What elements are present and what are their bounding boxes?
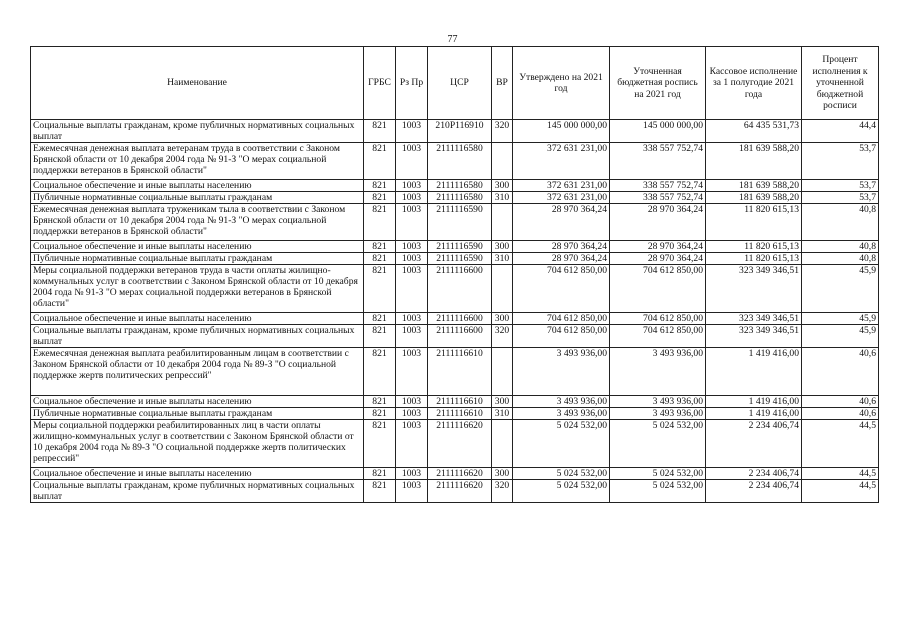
cell-cash: 1 419 416,00 bbox=[706, 348, 802, 396]
cell-grbs: 821 bbox=[364, 420, 396, 468]
cell-refined: 704 612 850,00 bbox=[610, 313, 706, 325]
table-row bbox=[31, 468, 879, 480]
cell-name: Социальные выплаты гражданам, кроме публичных нормативных социальных выплат bbox=[31, 120, 364, 143]
table-row bbox=[31, 480, 879, 503]
cell-grbs: 821 bbox=[364, 348, 396, 396]
cell-name: Социальное обеспечение и иные выплаты населению bbox=[31, 241, 364, 253]
table-row bbox=[31, 180, 879, 192]
cell-approved: 3 493 936,00 bbox=[513, 396, 610, 408]
cell-csr: 2111116590 bbox=[428, 253, 492, 265]
cell-rzpr: 1003 bbox=[396, 468, 428, 480]
cell-vr bbox=[492, 265, 513, 313]
cell-csr: 2111116600 bbox=[428, 325, 492, 348]
header-approved: Утверждено на 2021 год bbox=[513, 47, 610, 120]
cell-cash: 323 349 346,51 bbox=[706, 313, 802, 325]
cell-csr: 2111116580 bbox=[428, 143, 492, 180]
cell-refined: 704 612 850,00 bbox=[610, 325, 706, 348]
cell-rzpr: 1003 bbox=[396, 420, 428, 468]
cell-approved: 28 970 364,24 bbox=[513, 253, 610, 265]
cell-grbs: 821 bbox=[364, 313, 396, 325]
cell-percent: 53,7 bbox=[802, 180, 879, 192]
cell-approved: 5 024 532,00 bbox=[513, 468, 610, 480]
cell-refined: 704 612 850,00 bbox=[610, 265, 706, 313]
cell-approved: 372 631 231,00 bbox=[513, 180, 610, 192]
header-grbs: ГРБС bbox=[364, 47, 396, 120]
cell-cash: 323 349 346,51 bbox=[706, 265, 802, 313]
cell-vr: 310 bbox=[492, 253, 513, 265]
table-row bbox=[31, 192, 879, 204]
cell-rzpr: 1003 bbox=[396, 396, 428, 408]
cell-csr: 2111116580 bbox=[428, 180, 492, 192]
cell-percent: 40,8 bbox=[802, 253, 879, 265]
cell-refined: 3 493 936,00 bbox=[610, 396, 706, 408]
table-row bbox=[31, 241, 879, 253]
cell-name: Публичные нормативные социальные выплаты гражданам bbox=[31, 192, 364, 204]
table-row bbox=[31, 325, 879, 348]
cell-approved: 145 000 000,00 bbox=[513, 120, 610, 143]
cell-rzpr: 1003 bbox=[396, 348, 428, 396]
cell-csr: 2111116600 bbox=[428, 265, 492, 313]
cell-approved: 372 631 231,00 bbox=[513, 192, 610, 204]
cell-grbs: 821 bbox=[364, 192, 396, 204]
cell-approved: 5 024 532,00 bbox=[513, 480, 610, 503]
cell-grbs: 821 bbox=[364, 241, 396, 253]
cell-percent: 40,8 bbox=[802, 241, 879, 253]
cell-percent: 44,5 bbox=[802, 468, 879, 480]
header-name: Наименование bbox=[31, 47, 364, 120]
cell-csr: 2111116620 bbox=[428, 480, 492, 503]
cell-refined: 28 970 364,24 bbox=[610, 253, 706, 265]
cell-name: Социальные выплаты гражданам, кроме публичных нормативных социальных выплат bbox=[31, 325, 364, 348]
cell-percent: 44,5 bbox=[802, 420, 879, 468]
cell-csr: 2111116620 bbox=[428, 468, 492, 480]
cell-vr: 300 bbox=[492, 180, 513, 192]
cell-grbs: 821 bbox=[364, 480, 396, 503]
header-refined: Уточненная бюджетная роспись на 2021 год bbox=[610, 47, 706, 120]
cell-approved: 28 970 364,24 bbox=[513, 241, 610, 253]
cell-csr: 2111116590 bbox=[428, 241, 492, 253]
header-csr: ЦСР bbox=[428, 47, 492, 120]
cell-approved: 28 970 364,24 bbox=[513, 204, 610, 241]
cell-name: Социальное обеспечение и иные выплаты населению bbox=[31, 468, 364, 480]
cell-percent: 40,6 bbox=[802, 396, 879, 408]
cell-grbs: 821 bbox=[364, 396, 396, 408]
cell-refined: 28 970 364,24 bbox=[610, 241, 706, 253]
cell-approved: 704 612 850,00 bbox=[513, 325, 610, 348]
cell-vr: 300 bbox=[492, 396, 513, 408]
table-row bbox=[31, 253, 879, 265]
cell-cash: 64 435 531,73 bbox=[706, 120, 802, 143]
cell-approved: 704 612 850,00 bbox=[513, 265, 610, 313]
cell-name: Публичные нормативные социальные выплаты гражданам bbox=[31, 253, 364, 265]
cell-percent: 45,9 bbox=[802, 313, 879, 325]
cell-cash: 11 820 615,13 bbox=[706, 204, 802, 241]
cell-refined: 5 024 532,00 bbox=[610, 468, 706, 480]
cell-refined: 5 024 532,00 bbox=[610, 480, 706, 503]
cell-percent: 53,7 bbox=[802, 192, 879, 204]
cell-percent: 40,6 bbox=[802, 408, 879, 420]
cell-percent: 44,5 bbox=[802, 480, 879, 503]
cell-refined: 338 557 752,74 bbox=[610, 192, 706, 204]
cell-csr: 2111116590 bbox=[428, 204, 492, 241]
page-number: 77 bbox=[447, 34, 458, 45]
cell-rzpr: 1003 bbox=[396, 204, 428, 241]
cell-refined: 3 493 936,00 bbox=[610, 348, 706, 396]
header-rzpr: Рз Пр bbox=[396, 47, 428, 120]
table-row bbox=[31, 265, 879, 313]
cell-name: Меры социальной поддержки ветеранов труда в части оплаты жилищно-коммунальных услуг в соответствии с Законом Брянской области от 10 декабря 2004 года № 91-З "О мерах социальной поддержки ветеранов в Брянской области" bbox=[31, 265, 364, 313]
cell-cash: 2 234 406,74 bbox=[706, 480, 802, 503]
cell-percent: 53,7 bbox=[802, 143, 879, 180]
cell-percent: 45,9 bbox=[802, 265, 879, 313]
cell-rzpr: 1003 bbox=[396, 265, 428, 313]
cell-percent: 40,8 bbox=[802, 204, 879, 241]
table-row bbox=[31, 408, 879, 420]
cell-name: Публичные нормативные социальные выплаты гражданам bbox=[31, 408, 364, 420]
table-row bbox=[31, 396, 879, 408]
cell-csr: 210P116910 bbox=[428, 120, 492, 143]
cell-vr: 300 bbox=[492, 468, 513, 480]
cell-rzpr: 1003 bbox=[396, 241, 428, 253]
cell-rzpr: 1003 bbox=[396, 480, 428, 503]
cell-vr: 310 bbox=[492, 408, 513, 420]
cell-percent: 44,4 bbox=[802, 120, 879, 143]
cell-cash: 2 234 406,74 bbox=[706, 420, 802, 468]
cell-approved: 704 612 850,00 bbox=[513, 313, 610, 325]
cell-cash: 1 419 416,00 bbox=[706, 408, 802, 420]
cell-csr: 2111116620 bbox=[428, 420, 492, 468]
cell-rzpr: 1003 bbox=[396, 143, 428, 180]
table-row bbox=[31, 313, 879, 325]
cell-cash: 1 419 416,00 bbox=[706, 396, 802, 408]
cell-vr bbox=[492, 204, 513, 241]
cell-name: Социальное обеспечение и иные выплаты населению bbox=[31, 180, 364, 192]
header-cash: Кассовое исполнение за 1 полугодие 2021 года bbox=[706, 47, 802, 120]
cell-rzpr: 1003 bbox=[396, 253, 428, 265]
cell-rzpr: 1003 bbox=[396, 408, 428, 420]
cell-csr: 2111116610 bbox=[428, 348, 492, 396]
cell-grbs: 821 bbox=[364, 325, 396, 348]
cell-refined: 145 000 000,00 bbox=[610, 120, 706, 143]
cell-grbs: 821 bbox=[364, 180, 396, 192]
cell-vr: 320 bbox=[492, 325, 513, 348]
cell-cash: 11 820 615,13 bbox=[706, 241, 802, 253]
cell-approved: 372 631 231,00 bbox=[513, 143, 610, 180]
cell-name: Меры социальной поддержки реабилитированных лиц в части оплаты жилищно-коммунальных услуг в соответствии с Законом Брянской области от 10 декабря 2004 года № 89-З "О социальной поддержке жертв политических репрессий" bbox=[31, 420, 364, 468]
cell-cash: 11 820 615,13 bbox=[706, 253, 802, 265]
cell-approved: 3 493 936,00 bbox=[513, 348, 610, 396]
cell-refined: 5 024 532,00 bbox=[610, 420, 706, 468]
cell-name: Ежемесячная денежная выплата труженикам тыла в соответствии с Законом Брянской области от 10 декабря 2004 года № 91-З "О мерах социальной поддержки ветеранов в Брянской области" bbox=[31, 204, 364, 241]
cell-cash: 181 639 588,20 bbox=[706, 143, 802, 180]
cell-vr: 320 bbox=[492, 120, 513, 143]
cell-csr: 2111116580 bbox=[428, 192, 492, 204]
table-row bbox=[31, 120, 879, 143]
table-row bbox=[31, 348, 879, 396]
cell-vr: 310 bbox=[492, 192, 513, 204]
cell-grbs: 821 bbox=[364, 265, 396, 313]
cell-name: Ежемесячная денежная выплата ветеранам труда в соответствии с Законом Брянской области от 10 декабря 2004 года № 91-З "О мерах социальной поддержки ветеранов в Брянской области" bbox=[31, 143, 364, 180]
cell-grbs: 821 bbox=[364, 468, 396, 480]
cell-refined: 3 493 936,00 bbox=[610, 408, 706, 420]
cell-approved: 3 493 936,00 bbox=[513, 408, 610, 420]
cell-grbs: 821 bbox=[364, 408, 396, 420]
cell-cash: 2 234 406,74 bbox=[706, 468, 802, 480]
cell-cash: 181 639 588,20 bbox=[706, 192, 802, 204]
cell-name: Ежемесячная денежная выплата реабилитированным лицам в соответствии с Законом Брянской области от 10 декабря 2004 года № 89-З "О социальной поддержке жертв политических репрессий" bbox=[31, 348, 364, 396]
table-row bbox=[31, 204, 879, 241]
cell-csr: 2111116600 bbox=[428, 313, 492, 325]
cell-grbs: 821 bbox=[364, 143, 396, 180]
cell-percent: 40,6 bbox=[802, 348, 879, 396]
cell-vr: 300 bbox=[492, 313, 513, 325]
cell-cash: 323 349 346,51 bbox=[706, 325, 802, 348]
table-row bbox=[31, 143, 879, 180]
cell-grbs: 821 bbox=[364, 120, 396, 143]
cell-name: Социальное обеспечение и иные выплаты населению bbox=[31, 396, 364, 408]
cell-refined: 338 557 752,74 bbox=[610, 180, 706, 192]
cell-cash: 181 639 588,20 bbox=[706, 180, 802, 192]
header-vr: ВР bbox=[492, 47, 513, 120]
cell-vr bbox=[492, 420, 513, 468]
cell-vr: 320 bbox=[492, 480, 513, 503]
cell-grbs: 821 bbox=[364, 204, 396, 241]
table-header-row bbox=[31, 47, 879, 120]
cell-refined: 338 557 752,74 bbox=[610, 143, 706, 180]
cell-rzpr: 1003 bbox=[396, 313, 428, 325]
cell-name: Социальные выплаты гражданам, кроме публичных нормативных социальных выплат bbox=[31, 480, 364, 503]
cell-rzpr: 1003 bbox=[396, 325, 428, 348]
cell-csr: 2111116610 bbox=[428, 396, 492, 408]
cell-refined: 28 970 364,24 bbox=[610, 204, 706, 241]
cell-name: Социальное обеспечение и иные выплаты населению bbox=[31, 313, 364, 325]
cell-csr: 2111116610 bbox=[428, 408, 492, 420]
cell-vr bbox=[492, 348, 513, 396]
cell-percent: 45,9 bbox=[802, 325, 879, 348]
cell-vr: 300 bbox=[492, 241, 513, 253]
cell-rzpr: 1003 bbox=[396, 120, 428, 143]
cell-rzpr: 1003 bbox=[396, 180, 428, 192]
cell-vr bbox=[492, 143, 513, 180]
header-percent: Процент исполнения к уточненной бюджетной росписи bbox=[802, 47, 879, 120]
cell-approved: 5 024 532,00 bbox=[513, 420, 610, 468]
cell-rzpr: 1003 bbox=[396, 192, 428, 204]
cell-grbs: 821 bbox=[364, 253, 396, 265]
table-row bbox=[31, 420, 879, 468]
budget-table bbox=[30, 46, 879, 503]
